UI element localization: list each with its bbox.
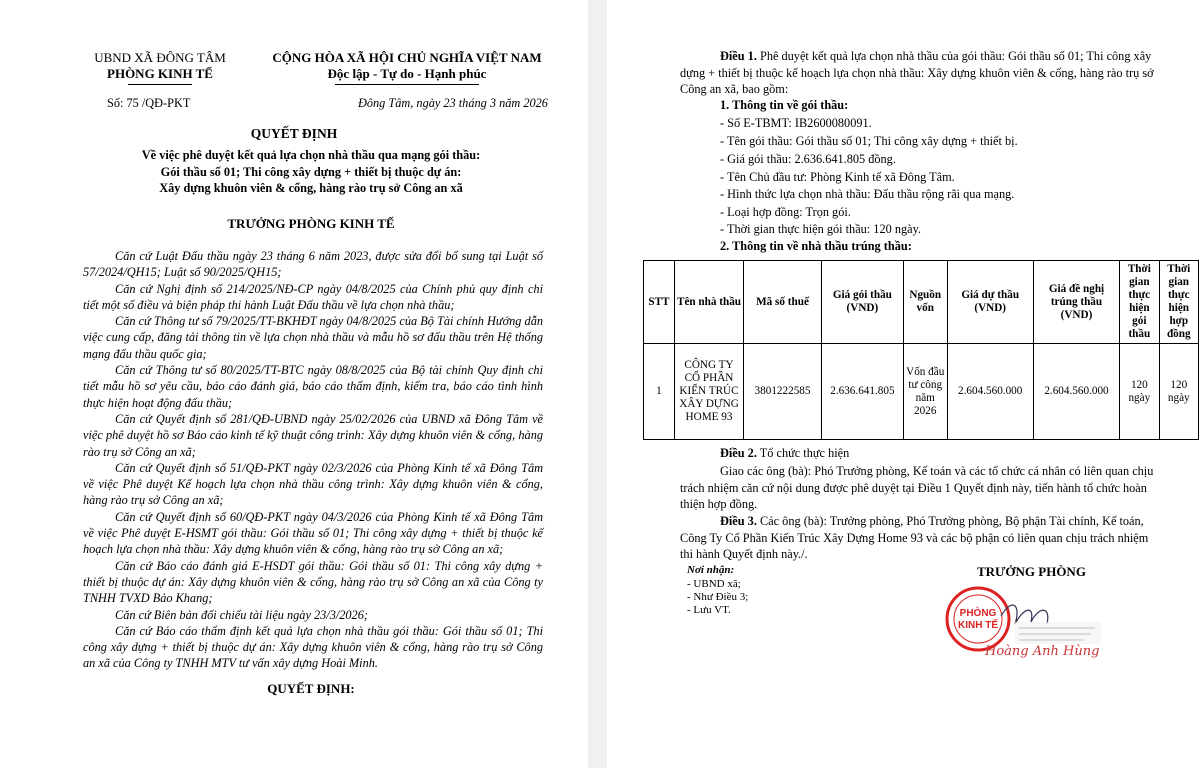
package-info-item: - Loại hợp đồng: Trọn gói. bbox=[720, 205, 851, 219]
table-cell: 3801222585 bbox=[744, 344, 822, 440]
place-date: Đông Tâm, ngày 23 tháng 3 năm 2026 bbox=[358, 96, 548, 110]
authority-name: UBND XÃ ĐÔNG TÂM bbox=[94, 50, 226, 65]
signer-title: TRƯỞNG PHÒNG bbox=[977, 564, 1086, 579]
legal-basis-item: Căn cứ Biên bản đối chiếu tài liệu ngày 23/3/2026; bbox=[115, 607, 368, 622]
document-type: QUYẾT ĐỊNH bbox=[250, 126, 338, 141]
recipient-item: - Lưu VT. bbox=[687, 604, 731, 616]
package-info-item: - Số E-TBMT: IB2600080091. bbox=[720, 116, 872, 130]
package-info-item: - Thời gian thực hiện gói thầu: 120 ngày. bbox=[720, 222, 922, 236]
table-cell: 2.604.560.000 bbox=[947, 344, 1033, 440]
recipient-item: - Như Điều 3; bbox=[687, 591, 749, 603]
package-info-item: - Tên gói thầu: Gói thầu số 01; Thi công xây dựng + thiết bị. bbox=[720, 134, 1018, 148]
legal-basis-item: Căn cứ Quyết định số 281/QĐ-UBND ngày 25/02/2026 của UBND xã Đông Tâm về việc phê duyệt hồ sơ Báo cáo kinh tế kỹ thuật công trình: Xây dựng khuôn viên & cổng, hàng rào trụ sở Công an xã; bbox=[83, 411, 543, 459]
recipients-title: Nơi nhận: bbox=[687, 564, 735, 576]
table-cell: 120 ngày bbox=[1120, 344, 1159, 440]
document-number: Số: 75 /QĐ-PKT bbox=[107, 96, 191, 110]
svg-text:PHÒNG: PHÒNG bbox=[959, 608, 997, 619]
legal-bases bbox=[83, 248, 543, 672]
republic-motto: Độc lập - Tự do - Hạnh phúc bbox=[327, 66, 487, 81]
decides-heading: QUYẾT ĐỊNH: bbox=[267, 681, 355, 696]
winning-bidder-table bbox=[643, 260, 1199, 440]
department-name: PHÒNG KINH TẾ bbox=[107, 66, 213, 81]
legal-basis-item: Căn cứ Luật Đấu thầu ngày 23 tháng 6 năm 2023, được sửa đổi bổ sung tại Luật số 57/2024/QH15; Luật số 90/2025/QH15; bbox=[83, 249, 543, 280]
article-1: Điều 1. Phê duyệt kết quả lựa chọn nhà thầu của gói thầu: Gói thầu số 01; Thi công xây dựng + thiết bị thuộc kế hoạch lựa chọn nhà thầu: Xây dựng khuôn viên & cổng, hàng rào trụ sở Công an xã, bao gồm: bbox=[680, 49, 1154, 96]
package-info-item: - Hình thức lựa chọn nhà thầu: Đấu thầu rộng rãi qua mạng. bbox=[720, 187, 1015, 201]
republic-title: CỘNG HÒA XÃ HỘI CHỦ NGHĨA VIỆT NAM bbox=[272, 50, 542, 65]
header-divider bbox=[128, 84, 192, 85]
subject-line-1: Về việc phê duyệt kết quả lựa chọn nhà thầu qua mạng gói thầu: bbox=[141, 148, 481, 162]
document-page-2 bbox=[607, 0, 1200, 768]
subject-line-3: Xây dựng khuôn viên & cổng, hàng rào trụ sở Công an xã bbox=[159, 181, 463, 195]
column-header: Mã số thuế bbox=[744, 261, 822, 344]
column-header: Thời gian thực hiện gói thầu bbox=[1120, 261, 1159, 344]
table-cell: CÔNG TY CỔ PHẦN KIẾN TRÚC XÂY DỰNG HOME 93 bbox=[674, 344, 743, 440]
package-info-item: - Giá gói thầu: 2.636.641.805 đồng. bbox=[720, 152, 896, 166]
article-2-heading: Điều 2. Tổ chức thực hiện bbox=[720, 446, 850, 460]
table-cell: 1 bbox=[644, 344, 675, 440]
table-cell: 2.604.560.000 bbox=[1033, 344, 1119, 440]
column-header: Giá đề nghị trúng thầu (VND) bbox=[1033, 261, 1119, 344]
subject-line-2: Gói thầu số 01; Thi công xây dựng + thiết bị thuộc dự án: bbox=[160, 165, 462, 179]
table-row bbox=[644, 344, 1199, 440]
table-cell: 120 ngày bbox=[1159, 344, 1198, 440]
svg-text:KINH TẾ: KINH TẾ bbox=[958, 620, 998, 631]
recipient-item: - UBND xã; bbox=[687, 578, 741, 590]
legal-basis-item: Căn cứ Thông tư số 80/2025/TT-BTC ngày 08/8/2025 của Bộ tài chính Quy định chi tiết mẫu hồ sơ yêu cầu, báo cáo đánh giá, báo cáo thẩm định, kiểm tra, báo cáo tình hình thực hiện hoạt động đấu thầu; bbox=[83, 363, 543, 410]
motto-divider bbox=[335, 84, 479, 85]
legal-basis-item: Căn cứ Báo cáo đánh giá E-HSDT gói thầu: Gói thầu số 01: Thi công xây dựng + thiết bị thuộc dự án: Xây dựng khuôn viên & cổng, hàng rào trụ sở Công an xã của Công ty TNHH TVXD Bảo Khang; bbox=[83, 558, 543, 606]
article-3: Điều 3. Các ông (bà): Trưởng phòng, Phó Trưởng phòng, Bộ phận Tài chính, Kế toán, Công Ty Cổ Phần Kiến Trúc Xây Dựng Home 93 và các bộ phận có liên quan chịu trách nhiệm thi hành Quyết định này./. bbox=[680, 514, 1149, 561]
legal-basis-item: Căn cứ Quyết định số 51/QĐ-PKT ngày 02/3/2026 của Phòng Kinh tế xã Đông Tâm về việc Phê duyệt Kế hoạch lựa chọn nhà thầu công trình: Xây dựng khuôn viên & cổng, hàng rào trụ sở Công an xã; bbox=[83, 460, 543, 508]
column-header: Tên nhà thầu bbox=[674, 261, 743, 344]
table-cell: Vốn đầu tư công năm 2026 bbox=[903, 344, 947, 440]
table-cell: 2.636.641.805 bbox=[821, 344, 903, 440]
legal-basis-item: Căn cứ Thông tư số 79/2025/TT-BKHĐT ngày 04/8/2025 của Bộ Tài chính Hướng dẫn việc cung cấp, đăng tải thông tin về lựa chọn nhà thầu và mẫu hồ sơ đấu thầu trên Hệ thống mạng đấu thầu quốc gia; bbox=[83, 314, 543, 361]
table-header-row bbox=[644, 261, 1199, 344]
signer-name: Hoàng Anh Hùng bbox=[985, 644, 1100, 659]
column-header: Thời gian thực hiện hợp đồng bbox=[1159, 261, 1198, 344]
column-header: Giá gói thầu (VND) bbox=[821, 261, 903, 344]
legal-basis-item: Căn cứ Báo cáo thẩm định kết quả lựa chọn nhà thầu gói thầu: Gói thầu số 01; Thi công xây dựng + thiết bị thuộc dự án: Xây dựng khuôn viên & cổng, hàng rào trụ sở Công an xã của Công ty TNHH MTV tư vấn xây dựng Hoài Minh. bbox=[83, 623, 543, 671]
issuer-title: TRƯỞNG PHÒNG KINH TẾ bbox=[227, 216, 395, 231]
column-header: Nguồn vốn bbox=[903, 261, 947, 344]
column-header: Giá dự thầu (VND) bbox=[947, 261, 1033, 344]
legal-basis-item: Căn cứ Quyết định số 60/QĐ-PKT ngày 04/3/2026 của Phòng Kinh tế xã Đông Tâm về việc Phê duyệt E-HSMT gói thầu: Gói thầu số 01; Thi công xây dựng + thiết bị thuộc kế hoạch lựa chọn nhà thầu: Xây dựng khuôn viên & cổng, hàng rào trụ sở Công an xã; bbox=[83, 509, 543, 557]
legal-basis-item: Căn cứ Nghị định số 214/2025/NĐ-CP ngày 04/8/2025 của Chính phủ quy định chi tiết một số điều và biện pháp thi hành Luật Đấu thầu về lựa chọn nhà thầu; bbox=[83, 281, 543, 312]
article-2-text: Giao các ông (bà): Phó Trưởng phòng, Kế toán và các tổ chức cá nhân có liên quan chịu trách nhiệm căn cứ nội dung được phê duyệt tại Điều 1 Quyết định này, tiến hành tổ chức hoàn thiện hợp đồng. bbox=[680, 464, 1154, 511]
package-info-item: - Tên Chủ đầu tư: Phòng Kinh tế xã Đông Tâm. bbox=[720, 170, 955, 184]
section-1-title: 1. Thông tin về gói thầu: bbox=[720, 98, 849, 112]
document-page-1 bbox=[0, 0, 588, 768]
column-header: STT bbox=[644, 261, 675, 344]
section-2-title: 2. Thông tin về nhà thầu trúng thầu: bbox=[720, 239, 912, 253]
